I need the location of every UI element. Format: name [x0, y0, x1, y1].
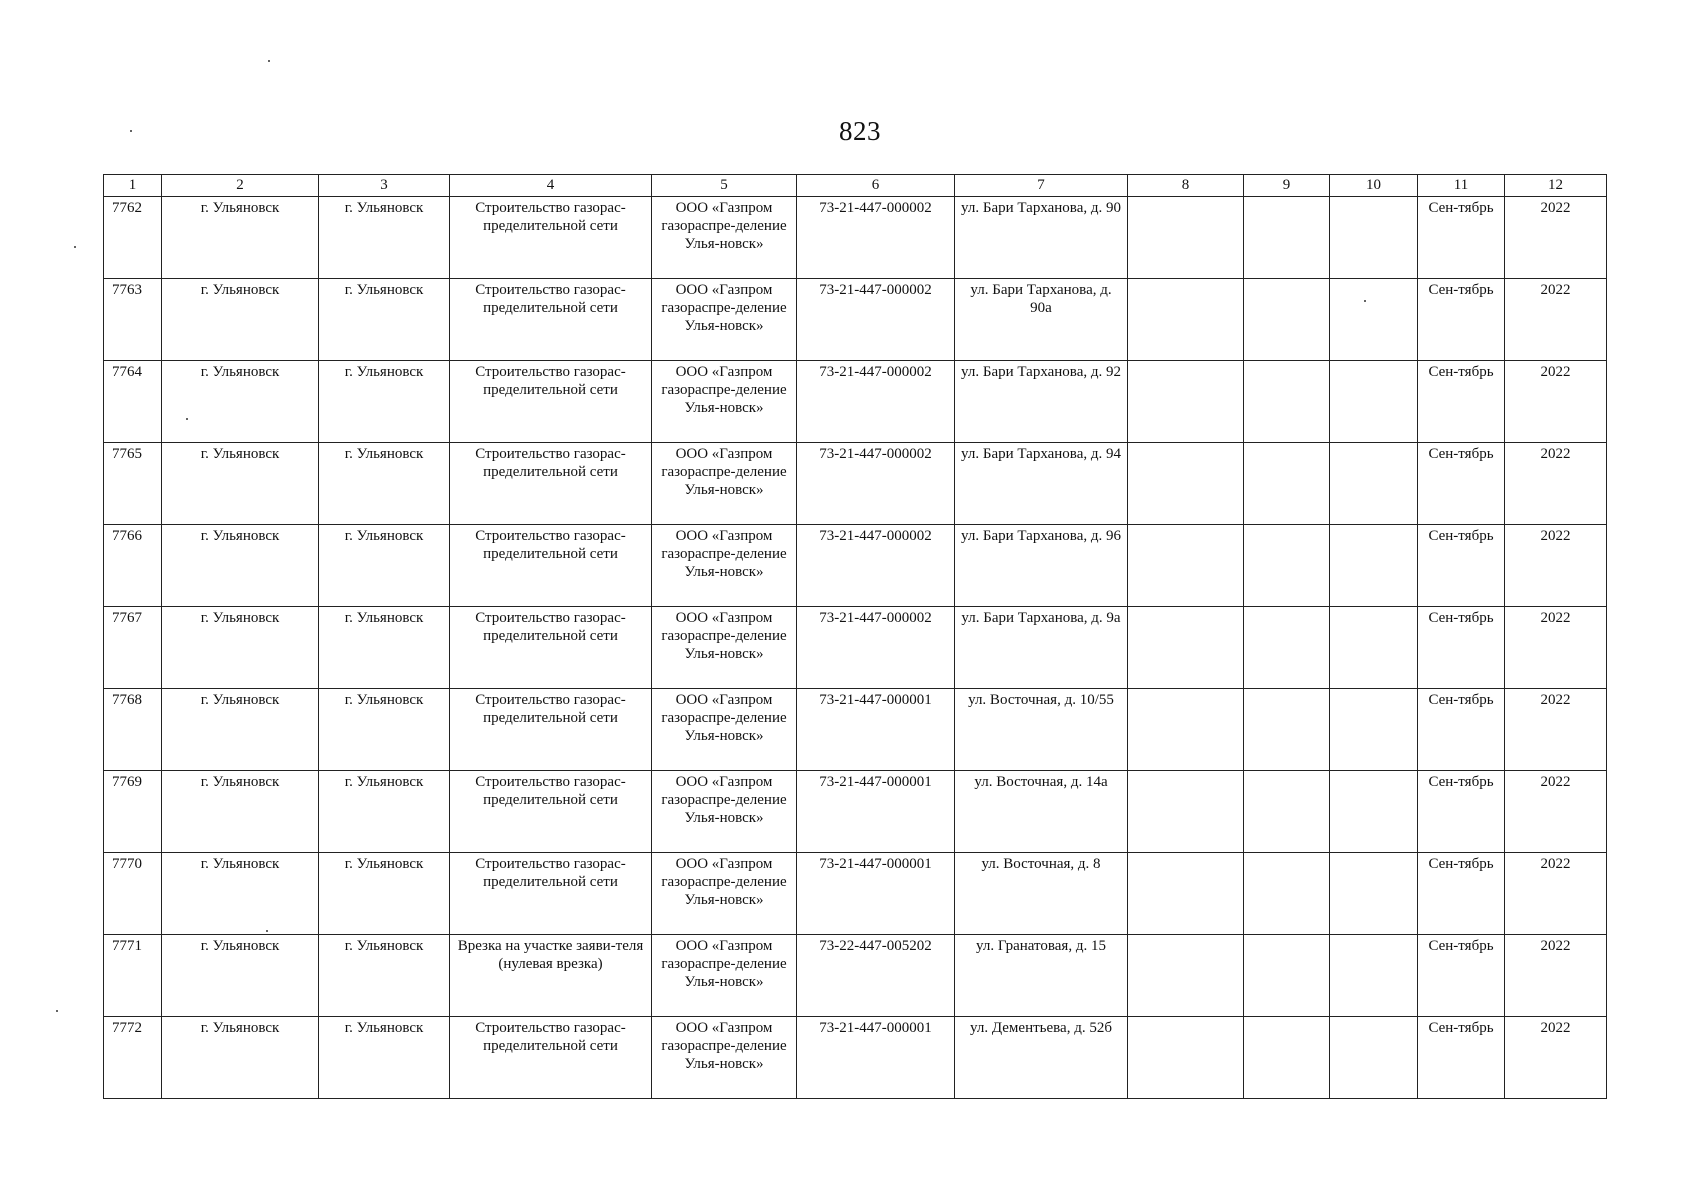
- empty-cell: [1244, 689, 1330, 771]
- table-row: [104, 771, 1607, 853]
- settlement-cell: г. Ульяновск: [162, 197, 319, 279]
- row-number: 7772: [104, 1017, 162, 1099]
- column-header: 7: [955, 175, 1128, 197]
- row-number: 7767: [104, 607, 162, 689]
- code-cell: 73-21-447-000001: [797, 853, 955, 935]
- work-type-cell: Строительство газорас-пределительной сети: [450, 279, 652, 361]
- settlement-cell: г. Ульяновск: [162, 443, 319, 525]
- month-cell: Сен-тябрь: [1418, 935, 1505, 1017]
- column-header: 4: [450, 175, 652, 197]
- table-row: [104, 525, 1607, 607]
- address-cell: ул. Восточная, д. 8: [955, 853, 1128, 935]
- empty-cell: [1330, 853, 1418, 935]
- empty-cell: [1244, 279, 1330, 361]
- empty-cell: [1244, 771, 1330, 853]
- year-cell: 2022: [1505, 607, 1607, 689]
- column-header: 3: [319, 175, 450, 197]
- column-header: 2: [162, 175, 319, 197]
- organization-cell: ООО «Газпром газораспре-деление Улья-новск»: [652, 935, 797, 1017]
- organization-cell: ООО «Газпром газораспре-деление Улья-новск»: [652, 607, 797, 689]
- empty-cell: [1244, 525, 1330, 607]
- year-cell: 2022: [1505, 689, 1607, 771]
- table-row: [104, 279, 1607, 361]
- month-cell: Сен-тябрь: [1418, 689, 1505, 771]
- municipality-cell: г. Ульяновск: [319, 935, 450, 1017]
- registry-table: [103, 174, 1607, 1099]
- work-type-cell: Строительство газорас-пределительной сети: [450, 689, 652, 771]
- year-cell: 2022: [1505, 361, 1607, 443]
- address-cell: ул. Бари Тарханова, д. 9а: [955, 607, 1128, 689]
- address-cell: ул. Восточная, д. 10/55: [955, 689, 1128, 771]
- work-type-cell: Строительство газорас-пределительной сети: [450, 853, 652, 935]
- year-cell: 2022: [1505, 771, 1607, 853]
- empty-cell: [1128, 361, 1244, 443]
- municipality-cell: г. Ульяновск: [319, 853, 450, 935]
- settlement-cell: г. Ульяновск: [162, 689, 319, 771]
- table-row: [104, 361, 1607, 443]
- header-row: [104, 175, 1607, 197]
- table-row: [104, 853, 1607, 935]
- settlement-cell: г. Ульяновск: [162, 361, 319, 443]
- organization-cell: ООО «Газпром газораспре-деление Улья-новск»: [652, 279, 797, 361]
- month-cell: Сен-тябрь: [1418, 607, 1505, 689]
- address-cell: ул. Дементьева, д. 52б: [955, 1017, 1128, 1099]
- code-cell: 73-21-447-000002: [797, 607, 955, 689]
- year-cell: 2022: [1505, 197, 1607, 279]
- organization-cell: ООО «Газпром газораспре-деление Улья-новск»: [652, 443, 797, 525]
- work-type-cell: Врезка на участке заяви-теля (нулевая врезка): [450, 935, 652, 1017]
- scan-speck: [56, 1010, 58, 1012]
- code-cell: 73-21-447-000002: [797, 443, 955, 525]
- empty-cell: [1330, 443, 1418, 525]
- organization-cell: ООО «Газпром газораспре-деление Улья-новск»: [652, 361, 797, 443]
- address-cell: ул. Гранатовая, д. 15: [955, 935, 1128, 1017]
- municipality-cell: г. Ульяновск: [319, 279, 450, 361]
- code-cell: 73-21-447-000002: [797, 525, 955, 607]
- empty-cell: [1330, 525, 1418, 607]
- empty-cell: [1244, 197, 1330, 279]
- month-cell: Сен-тябрь: [1418, 361, 1505, 443]
- municipality-cell: г. Ульяновск: [319, 525, 450, 607]
- empty-cell: [1128, 197, 1244, 279]
- scan-speck: [130, 130, 132, 132]
- work-type-cell: Строительство газорас-пределительной сети: [450, 607, 652, 689]
- empty-cell: [1244, 361, 1330, 443]
- empty-cell: [1330, 1017, 1418, 1099]
- year-cell: 2022: [1505, 443, 1607, 525]
- address-cell: ул. Бари Тарханова, д. 90а: [955, 279, 1128, 361]
- municipality-cell: г. Ульяновск: [319, 361, 450, 443]
- settlement-cell: г. Ульяновск: [162, 935, 319, 1017]
- organization-cell: ООО «Газпром газораспре-деление Улья-новск»: [652, 853, 797, 935]
- work-type-cell: Строительство газорас-пределительной сети: [450, 771, 652, 853]
- empty-cell: [1128, 525, 1244, 607]
- month-cell: Сен-тябрь: [1418, 853, 1505, 935]
- municipality-cell: г. Ульяновск: [319, 607, 450, 689]
- empty-cell: [1244, 935, 1330, 1017]
- row-number: 7762: [104, 197, 162, 279]
- empty-cell: [1330, 771, 1418, 853]
- column-header: 1: [104, 175, 162, 197]
- empty-cell: [1330, 935, 1418, 1017]
- year-cell: 2022: [1505, 279, 1607, 361]
- empty-cell: [1244, 1017, 1330, 1099]
- code-cell: 73-21-447-000002: [797, 361, 955, 443]
- organization-cell: ООО «Газпром газораспре-деление Улья-новск»: [652, 1017, 797, 1099]
- month-cell: Сен-тябрь: [1418, 279, 1505, 361]
- table-row: [104, 443, 1607, 525]
- address-cell: ул. Восточная, д. 14а: [955, 771, 1128, 853]
- row-number: 7768: [104, 689, 162, 771]
- month-cell: Сен-тябрь: [1418, 525, 1505, 607]
- empty-cell: [1128, 771, 1244, 853]
- empty-cell: [1128, 1017, 1244, 1099]
- empty-cell: [1330, 607, 1418, 689]
- column-header: 8: [1128, 175, 1244, 197]
- year-cell: 2022: [1505, 1017, 1607, 1099]
- address-cell: ул. Бари Тарханова, д. 94: [955, 443, 1128, 525]
- municipality-cell: г. Ульяновск: [319, 1017, 450, 1099]
- scan-speck: [74, 246, 76, 248]
- month-cell: Сен-тябрь: [1418, 443, 1505, 525]
- table-row: [104, 935, 1607, 1017]
- empty-cell: [1330, 279, 1418, 361]
- empty-cell: [1244, 443, 1330, 525]
- row-number: 7769: [104, 771, 162, 853]
- empty-cell: [1244, 607, 1330, 689]
- work-type-cell: Строительство газорас-пределительной сети: [450, 197, 652, 279]
- organization-cell: ООО «Газпром газораспре-деление Улья-новск»: [652, 771, 797, 853]
- year-cell: 2022: [1505, 853, 1607, 935]
- empty-cell: [1128, 935, 1244, 1017]
- address-cell: ул. Бари Тарханова, д. 90: [955, 197, 1128, 279]
- row-number: 7770: [104, 853, 162, 935]
- empty-cell: [1330, 197, 1418, 279]
- column-header: 6: [797, 175, 955, 197]
- address-cell: ул. Бари Тарханова, д. 96: [955, 525, 1128, 607]
- work-type-cell: Строительство газорас-пределительной сети: [450, 1017, 652, 1099]
- work-type-cell: Строительство газорас-пределительной сети: [450, 361, 652, 443]
- table-row: [104, 197, 1607, 279]
- month-cell: Сен-тябрь: [1418, 1017, 1505, 1099]
- work-type-cell: Строительство газорас-пределительной сети: [450, 443, 652, 525]
- month-cell: Сен-тябрь: [1418, 197, 1505, 279]
- row-number: 7766: [104, 525, 162, 607]
- scan-speck: [268, 60, 270, 62]
- code-cell: 73-21-447-000002: [797, 279, 955, 361]
- organization-cell: ООО «Газпром газораспре-деление Улья-новск»: [652, 197, 797, 279]
- row-number: 7763: [104, 279, 162, 361]
- column-header: 10: [1330, 175, 1418, 197]
- empty-cell: [1128, 607, 1244, 689]
- column-header: 9: [1244, 175, 1330, 197]
- row-number: 7771: [104, 935, 162, 1017]
- column-header: 5: [652, 175, 797, 197]
- empty-cell: [1330, 361, 1418, 443]
- page-number: 823: [839, 116, 881, 146]
- settlement-cell: г. Ульяновск: [162, 771, 319, 853]
- row-number: 7765: [104, 443, 162, 525]
- code-cell: 73-21-447-000001: [797, 1017, 955, 1099]
- table-row: [104, 689, 1607, 771]
- year-cell: 2022: [1505, 525, 1607, 607]
- settlement-cell: г. Ульяновск: [162, 853, 319, 935]
- empty-cell: [1330, 689, 1418, 771]
- code-cell: 73-21-447-000002: [797, 197, 955, 279]
- month-cell: Сен-тябрь: [1418, 771, 1505, 853]
- code-cell: 73-22-447-005202: [797, 935, 955, 1017]
- empty-cell: [1128, 853, 1244, 935]
- empty-cell: [1128, 443, 1244, 525]
- settlement-cell: г. Ульяновск: [162, 1017, 319, 1099]
- table-row: [104, 1017, 1607, 1099]
- work-type-cell: Строительство газорас-пределительной сети: [450, 525, 652, 607]
- municipality-cell: г. Ульяновск: [319, 197, 450, 279]
- municipality-cell: г. Ульяновск: [319, 771, 450, 853]
- empty-cell: [1244, 853, 1330, 935]
- column-header: 12: [1505, 175, 1607, 197]
- municipality-cell: г. Ульяновск: [319, 443, 450, 525]
- address-cell: ул. Бари Тарханова, д. 92: [955, 361, 1128, 443]
- organization-cell: ООО «Газпром газораспре-деление Улья-новск»: [652, 525, 797, 607]
- code-cell: 73-21-447-000001: [797, 771, 955, 853]
- row-number: 7764: [104, 361, 162, 443]
- code-cell: 73-21-447-000001: [797, 689, 955, 771]
- settlement-cell: г. Ульяновск: [162, 279, 319, 361]
- municipality-cell: г. Ульяновск: [319, 689, 450, 771]
- table-row: [104, 607, 1607, 689]
- settlement-cell: г. Ульяновск: [162, 607, 319, 689]
- column-header: 11: [1418, 175, 1505, 197]
- organization-cell: ООО «Газпром газораспре-деление Улья-новск»: [652, 689, 797, 771]
- settlement-cell: г. Ульяновск: [162, 525, 319, 607]
- empty-cell: [1128, 279, 1244, 361]
- empty-cell: [1128, 689, 1244, 771]
- year-cell: 2022: [1505, 935, 1607, 1017]
